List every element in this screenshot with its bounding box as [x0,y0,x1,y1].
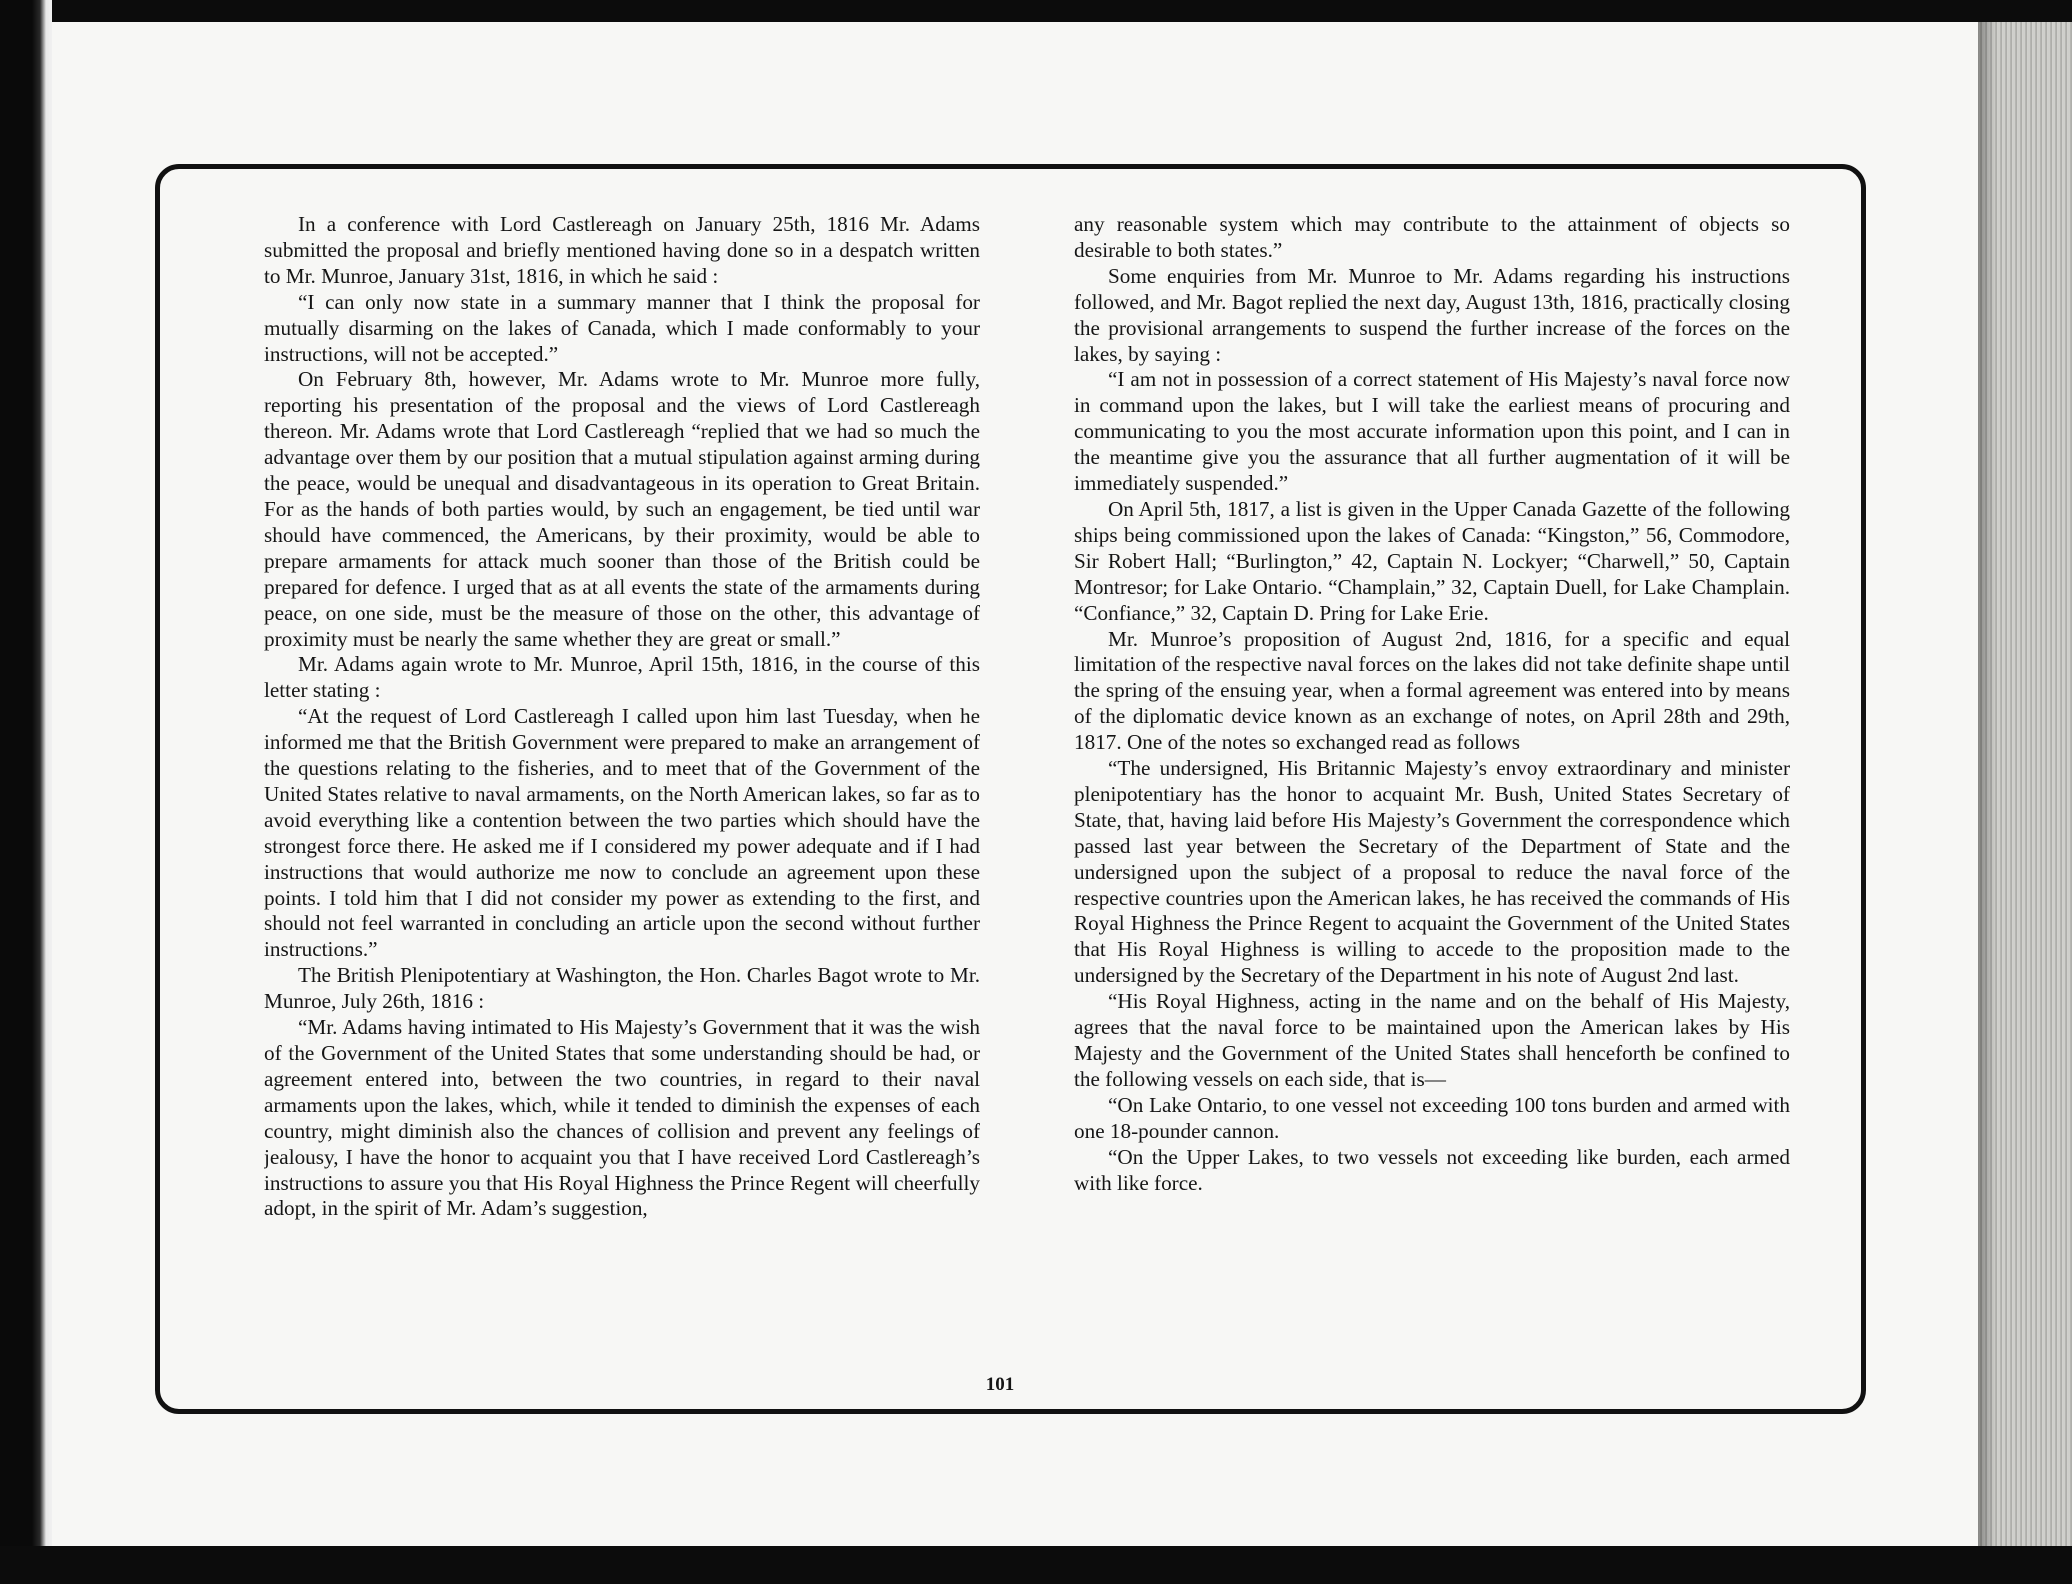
page-stack-shadow [1978,22,1996,1546]
paragraph: Some enquiries from Mr. Munroe to Mr. Adams regarding his instructions followed, and Mr. Bagot replied the next day, August 13th, 1816, practically closing the provisional arrangements to suspend the further increase of the forces on the lakes, by saying : [1074,263,1790,366]
quote-paragraph: “On the Upper Lakes, to two vessels not exceeding like burden, each armed with like force. [1074,1144,1790,1195]
paragraph-continuation: any reasonable system which may contribute to the attainment of objects so desirable to both states.” [1074,212,1790,262]
quote-paragraph: “On Lake Ontario, to one vessel not exceeding 100 tons burden and armed with one 18-pounder cannon. [1074,1092,1790,1143]
scan-border-top [0,0,2072,22]
page-number: 101 [985,1374,1015,1395]
quote-paragraph: “I am not in possession of a correct statement of His Majesty’s naval force now in command upon the lakes, but I will take the earliest means of procuring and communicating to you the most accurate information upon this point, and I can in the meantime give you the assurance that all further augmentation of it will be immediately suspended.” [1074,367,1790,496]
left-text-column [264,212,980,1368]
quote-paragraph: “The undersigned, His Britannic Majesty’s envoy extraordinary and minister plenipotentiary has the honor to acquaint Mr. Bush, United States Secretary of State, that, having laid before His Majesty’s Government the correspondence which passed last year between the Secretary of the Department of State and the undersigned upon the subject of a proposal to reduce the naval force of the respective countries upon the American lakes, he has received the commands of His Royal Highness the Prince Regent to acquaint the Government of the United States that His Royal Highness is willing to accede to the proposition made to the undersigned by the Secretary of the Department in his note of August 2nd last. [1074,756,1790,988]
right-text-column [1074,212,1790,1368]
paragraph: In a conference with Lord Castlereagh on January 25th, 1816 Mr. Adams submitted the proposal and briefly mentioned having done so in a despatch written to Mr. Munroe, January 31st, 1816, in which he said : [264,212,980,288]
paragraph: Mr. Adams again wrote to Mr. Munroe, April 15th, 1816, in the course of this letter stating : [264,652,980,703]
paragraph: On April 5th, 1817, a list is given in the Upper Canada Gazette of the following ships being commissioned upon the lakes of Canada: “Kingston,” 56, Commodore, Sir Robert Hall; “Burlington,” 42, Captain N. Lockyer; “Charwell,” 50, Captain Montresor; for Lake Ontario. “Champlain,” 32, Captain Duell, for Lake Champlain. “Confiance,” 32, Captain D. Pring for Lake Erie. [1074,496,1790,625]
quote-paragraph: “At the request of Lord Castlereagh I called upon him last Tuesday, when he informed me that the British Government were prepared to make an arrangement of the questions relating to the fisheries, and to meet that of the Government of the United States relative to naval armaments, on the North American lakes, so far as to avoid everything like a contention between the two parties which should have the strongest force there. He asked me if I considered my power adequate and if I had instructions that would authorize me now to conclude an agreement upon these points. I told him that I did not consider my power as extending to the first, and should not feel warranted in concluding an article upon the second without further instructions.” [264,704,980,962]
paragraph: The British Plenipotentiary at Washington, the Hon. Charles Bagot wrote to Mr. Munroe, July 26th, 1816 : [264,963,980,1014]
quote-paragraph: “His Royal Highness, acting in the name and on the behalf of His Majesty, agrees that the naval force to be maintained upon the American lakes by His Majesty and the Government of the United States shall henceforth be confined to the following vessels on each side, that is— [1074,989,1790,1091]
book-spine-edge [0,0,52,1584]
paragraph: Mr. Munroe’s proposition of August 2nd, 1816, for a specific and equal limitation of the respective naval forces on the lakes did not take definite shape until the spring of the ensuing year, when a formal agreement was entered into by means of the diplomatic device known as an exchange of notes, on April 28th and 29th, 1817. One of the notes so exchanged read as follows [1074,626,1790,755]
scan-border-bottom [0,1546,2072,1584]
quote-paragraph: “Mr. Adams having intimated to His Majesty’s Government that it was the wish of the Government of the United States that some understanding should be had, or agreement entered into, between the two countries, in regard to their naval armaments upon the lakes, which, while it tended to diminish the expenses of each country, might diminish also the chances of collision and prevent any feelings of jealousy, I have the honor to acquaint you that I have received Lord Castlereagh’s instructions to assure you that His Royal Highness the Prince Regent will cheerfully adopt, in the spirit of Mr. Adam’s suggestion, [264,1015,980,1221]
quote-paragraph: “I can only now state in a summary manner that I think the proposal for mutually disarming on the lakes of Canada, which I made conformably to your instructions, will not be accepted.” [264,289,980,366]
paragraph: On February 8th, however, Mr. Adams wrote to Mr. Munroe more fully, reporting his presentation of the proposal and the views of Lord Castlereagh thereon. Mr. Adams wrote that Lord Castlereagh “replied that we had so much the advantage over them by our position that a mutual stipulation against arming during the peace, would be unequal and disadvantageous in its operation to Great Britain. For as the hands of both parties would, by such an engagement, be tied until war should have commenced, the Americans, by their proximity, would be able to prepare armaments for attack much sooner than those of the British could be prepared for defence. I urged that as at all events the state of the armaments during peace, on one side, must be the measure of those on the other, this advantage of proximity must be nearly the same whether they are great or small.” [264,367,980,651]
